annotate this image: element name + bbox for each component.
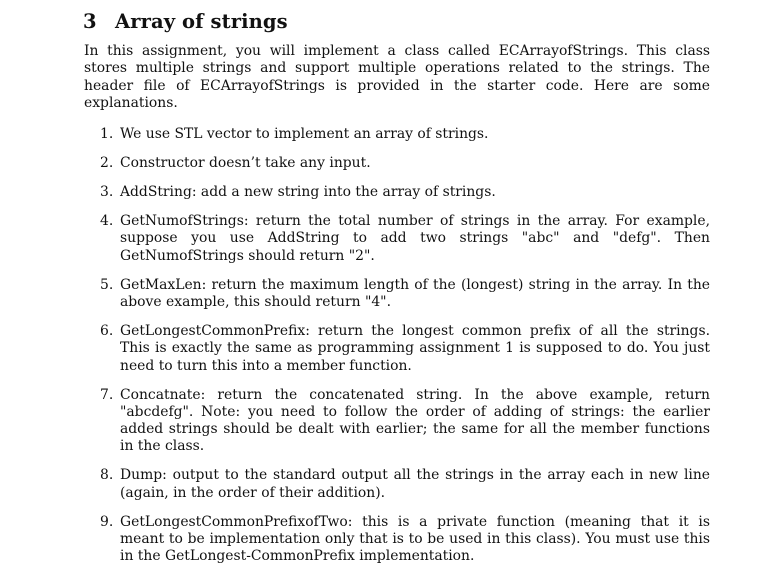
list-item [84,387,710,456]
explanation-list [84,126,710,565]
list-item [84,467,710,502]
list-item-number: 9. [100,513,114,530]
list-item-number: 3. [100,184,114,201]
list-item-text: AddString: add a new string into the array of strings. [120,184,496,201]
list-item-text: GetLongestCommonPrefixofTwo: this is a private function (meaning that it is meant to be implementation only that is to be used in this class). You must use this in the GetLongest-CommonPrefix implementation. [120,513,710,565]
section-title: Array of strings [115,10,288,33]
list-item [84,277,710,312]
list-item [84,514,710,566]
list-item [84,323,710,375]
list-item-number: 7. [100,386,114,403]
list-item-number: 8. [100,467,114,484]
list-item-number: 1. [100,126,114,143]
list-item-text: GetNumofStrings: return the total number of strings in the array. For example, suppose you use AddString to add two strings "abc" and "defg". Then GetNumofStrings should return "2". [120,213,710,264]
list-item-text: We use STL vector to implement an array of strings. [120,126,489,143]
list-item-text: GetLongestCommonPrefix: return the longest common prefix of all the strings. This is exactly the same as programming assignment 1 is supposed to do. You just need to turn this into a member function. [120,323,710,374]
list-item [84,155,710,172]
list-item-number: 5. [100,276,114,293]
list-item [84,184,710,201]
list-item [84,126,710,143]
list-item-number: 4. [100,213,114,230]
list-item-text: Concatnate: return the concatenated string. In the above example, return "abcdefg". Note: you need to follow the order of adding of strings: the earlier added strings should be dealt with earlier; the same for all the member functions in the class. [120,386,710,455]
list-item [84,213,710,265]
section-number: 3 [83,10,97,33]
list-item-number: 6. [100,323,114,339]
document-page [84,8,710,577]
list-item-text: Dump: output to the standard output all the strings in the array each in new line (again, in the order of their addition). [120,467,710,501]
list-item-text: Constructor doesn’t take any input. [120,155,371,172]
list-item-text: GetMaxLen: return the maximum length of the (longest) string in the array. In the above example, this should return "4". [120,276,710,311]
intro-paragraph: In this assignment, you will implement a class called ECArrayofStrings. This class stores multiple strings and support multiple operations related to the strings. The header file of ECArrayofStrings is provided in the starter code. Here are some explanations. [84,43,710,111]
section-heading [84,8,710,36]
list-item-number: 2. [100,155,114,172]
